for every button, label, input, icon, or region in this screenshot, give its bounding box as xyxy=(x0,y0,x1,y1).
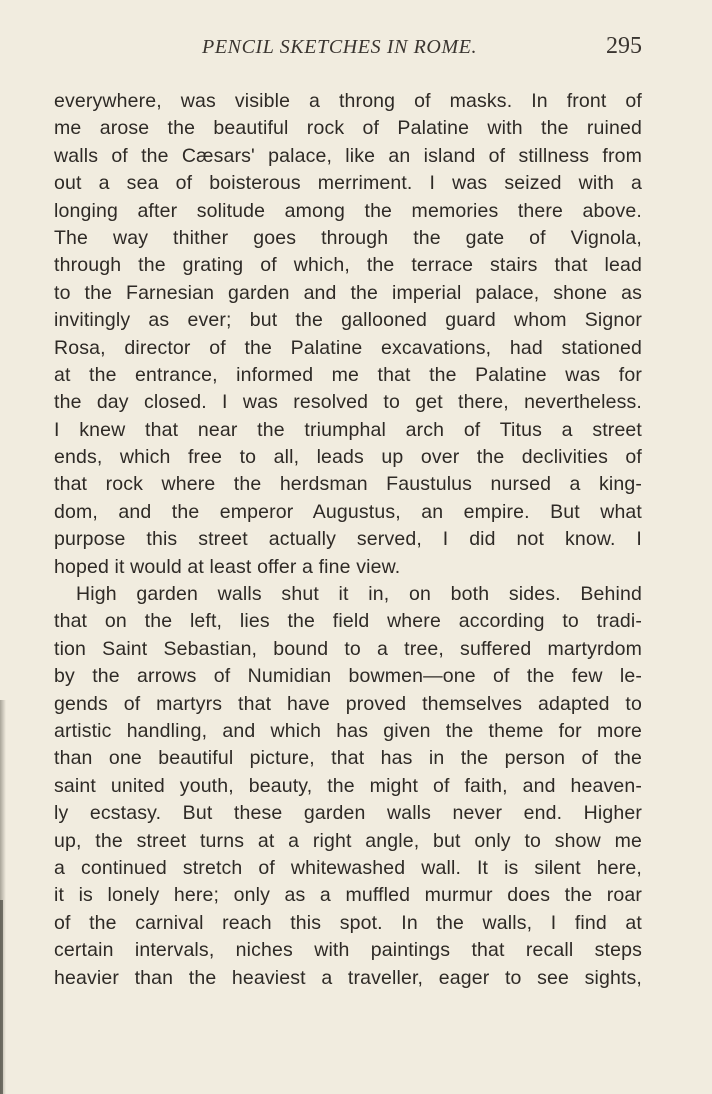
text-line: a continued stretch of whitewashed wall. It is silent here, xyxy=(54,856,642,879)
text-line: certain intervals, niches with paintings that recall steps xyxy=(54,939,642,962)
text-line: ends, which free to all, leads up over the declivities of xyxy=(54,446,642,469)
paragraph-end-line: hoped it would at least offer a fine view. xyxy=(54,555,401,578)
running-title: PENCIL SKETCHES IN ROME. xyxy=(202,36,478,58)
text-line: through the grating of which, the terrace stairs that lead xyxy=(54,254,642,277)
text-line: gends of martyrs that have proved themselves adapted to xyxy=(54,692,642,715)
text-line: saint united youth, beauty, the might of faith, and heaven- xyxy=(54,774,642,797)
paragraph-start-line: High garden walls shut it in, on both sides. Behind xyxy=(76,583,642,606)
text-line: longing after solitude among the memories there above. xyxy=(54,199,642,222)
text-line: dom, and the emperor Augustus, an empire. But what xyxy=(54,500,642,523)
text-line: I knew that near the triumphal arch of Titus a street xyxy=(54,418,642,441)
text-line: walls of the Cæsars' palace, like an island of stillness from xyxy=(54,144,642,167)
text-line: heavier than the heaviest a traveller, eager to see sights, xyxy=(54,966,642,989)
text-line: up, the street turns at a right angle, but only to show me xyxy=(54,829,642,852)
page-edge-binding xyxy=(0,900,3,1094)
text-line: purpose this street actually served, I did not know. I xyxy=(54,528,642,551)
text-line: the day closed. I was resolved to get there, nevertheless. xyxy=(54,391,642,414)
text-line: that on the left, lies the field where according to tradi- xyxy=(54,610,642,633)
text-line: to the Farnesian garden and the imperial palace, shone as xyxy=(54,281,642,304)
text-line: ly ecstasy. But these garden walls never end. Higher xyxy=(54,802,642,825)
text-line: artistic handling, and which has given the theme for more xyxy=(54,719,642,742)
text-line: tion Saint Sebastian, bound to a tree, suffered martyrdom xyxy=(54,637,642,660)
text-line: The way thither goes through the gate of Vignola, xyxy=(54,226,642,249)
running-header xyxy=(54,33,642,66)
text-line: than one beautiful picture, that has in the person of the xyxy=(54,747,642,770)
text-line: out a sea of boisterous merriment. I was seized with a xyxy=(54,172,642,195)
text-line: at the entrance, informed me that the Palatine was for xyxy=(54,363,642,386)
text-line: it is lonely here; only as a muffled murmur does the roar xyxy=(54,884,642,907)
text-line: by the arrows of Numidian bowmen—one of the few le- xyxy=(54,665,642,688)
body-text xyxy=(54,88,642,992)
text-line: invitingly as ever; but the gallooned guard whom Signor xyxy=(54,309,642,332)
text-line: Rosa, director of the Palatine excavations, had stationed xyxy=(54,336,642,359)
text-line: me arose the beautiful rock of Palatine with the ruined xyxy=(54,117,642,140)
page-number: 295 xyxy=(606,33,642,59)
text-line: everywhere, was visible a throng of masks. In front of xyxy=(54,90,642,112)
text-line: of the carnival reach this spot. In the walls, I find at xyxy=(54,911,642,934)
text-line: that rock where the herdsman Faustulus nursed a king- xyxy=(54,473,642,496)
